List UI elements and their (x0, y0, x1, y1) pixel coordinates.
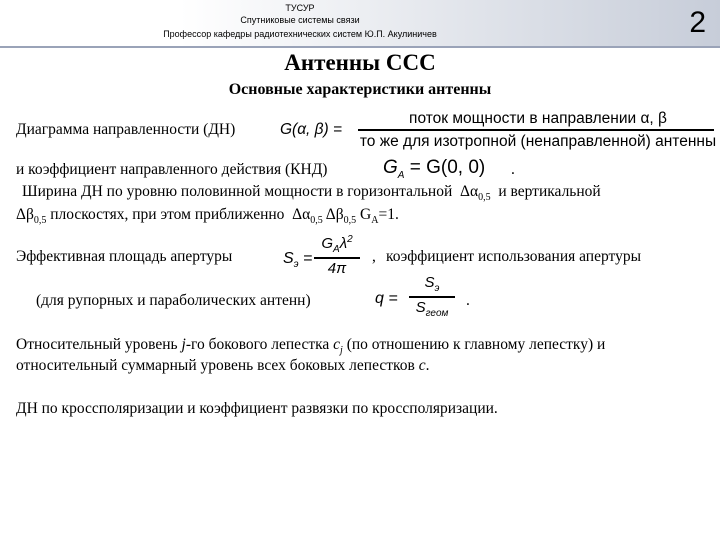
approx-g-sub: A (371, 215, 379, 227)
width-text: Ширина ДН по уровню половинной мощности в горизонтальной (22, 183, 453, 200)
sidelobe-c: c (333, 336, 341, 353)
q-numerator (407, 274, 457, 294)
sidelobe-text-a: Относительный уровень (16, 336, 178, 353)
q-den-s: S (415, 299, 426, 316)
slide-subtitle: Основные характеристики антенны (228, 81, 492, 98)
dn-numerator: поток мощности в направлении α, β (409, 110, 667, 127)
aperture-s: S (283, 250, 294, 267)
q-num-s: S (424, 274, 435, 291)
approx-end: =1. (378, 206, 399, 223)
width-alpha: Δα (460, 183, 479, 200)
header-course: Спутниковые системы связи (240, 15, 360, 25)
dn-denominator: то же для изотропной (ненаправленной) антенны (359, 133, 717, 150)
sidelobe-text-b: -го бокового лепестка (185, 336, 330, 353)
width-alpha-sub: 0,5 (478, 192, 491, 204)
slide-title: Антенны ССС (284, 50, 436, 75)
sidelobe-text-d: (по отношению к главному лепестку) и (346, 336, 606, 353)
aperture-s-sub: э (293, 259, 299, 271)
aperture-num-sub: A (333, 244, 340, 255)
q-end: . (466, 292, 470, 309)
aperture-lhs: $S_э$ = (283, 250, 313, 271)
width-line1-end: и вертикальной (498, 183, 601, 200)
width-line1 (22, 183, 601, 207)
sidelobe-c-total: c (418, 357, 426, 374)
q-denominator (407, 299, 457, 319)
slide-number: 2 (689, 6, 706, 39)
knd-end: . (511, 161, 515, 178)
approx-alpha: Δα (292, 206, 311, 223)
dn-formula-lhs: G(α, β) = (280, 121, 343, 138)
crosspol-text: ДН по кроссполяризации и коэффициент развязки по кроссполяризации. (16, 400, 498, 417)
approx-beta: Δβ (325, 206, 344, 223)
aperture-note: (для рупорных и параболических антенн) (36, 292, 311, 309)
sidelobe-end: . (425, 357, 430, 374)
aperture-numerator (312, 234, 362, 255)
slide-header (0, 0, 720, 46)
width-line2 (16, 206, 399, 230)
dn-fraction-bar (358, 129, 714, 131)
q-fraction-bar (409, 296, 455, 298)
aperture-label: Эффективная площадь апертуры (16, 248, 233, 265)
q-den-sub: геом (425, 308, 449, 319)
aperture-num-lambda: λ (339, 235, 348, 252)
knd-g: G (383, 157, 398, 178)
header-divider (0, 46, 720, 48)
sidelobe-j: j (181, 336, 186, 353)
q-num-sub: э (434, 283, 440, 294)
approx-g: G (360, 206, 372, 223)
width-beta-sub: 0,5 (33, 215, 47, 227)
knd-g-sub: A (397, 169, 405, 181)
sidelobe-line2 (16, 357, 429, 375)
q-lhs: q = (375, 290, 398, 307)
header-org: ТУСУР (285, 3, 315, 13)
sidelobe-c-sub: j (340, 345, 343, 357)
header-author: Профессор кафедры радиотехнических систем Ю.П. Акулиничев (163, 29, 437, 39)
width-beta: Δβ (16, 206, 34, 223)
aperture-comma: , (372, 248, 376, 265)
approx-alpha-sub: 0,5 (310, 215, 323, 227)
aperture-denominator: 4π (327, 260, 347, 277)
sidelobe-text-e: относительный суммарный уровень всех боковых лепестков (16, 357, 415, 374)
aperture-fraction-bar (314, 257, 360, 259)
knd-label: и коэффициент направленного действия (КНД) (16, 161, 328, 178)
knd-rhs: = G(0, 0) (409, 157, 486, 178)
aperture-num-g: G (321, 235, 334, 252)
aperture-coef-label: коэффициент использования апертуры (386, 248, 642, 265)
aperture-num-sup: 2 (347, 234, 353, 245)
width-line2-mid: плоскостях, при этом приближенно (50, 206, 285, 223)
dn-label: Диаграмма направленности (ДН) (16, 121, 236, 138)
approx-beta-sub: 0,5 (343, 215, 357, 227)
